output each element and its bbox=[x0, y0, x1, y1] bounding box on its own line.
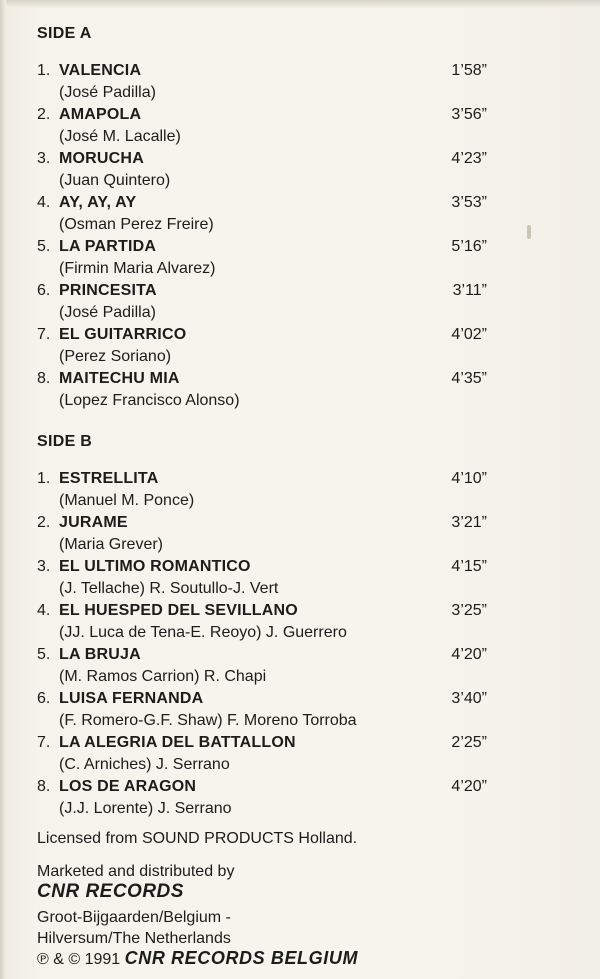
track-number: 8. bbox=[37, 778, 51, 795]
side-a-heading: SIDE A bbox=[37, 25, 92, 42]
track-composer: (Osman Perez Freire) bbox=[59, 216, 214, 233]
track-line bbox=[37, 148, 507, 170]
track-item bbox=[37, 60, 507, 104]
track-composer: (Manuel M. Ponce) bbox=[59, 492, 195, 509]
track-duration: 4’10” bbox=[451, 470, 487, 487]
track-title: EL HUESPED DEL SEVILLANO bbox=[59, 602, 298, 619]
track-composer: (M. Ramos Carrion) R. Chapi bbox=[59, 668, 267, 685]
track-title: AY, AY, AY bbox=[59, 194, 137, 211]
track-title: LUISA FERNANDA bbox=[59, 690, 204, 707]
track-title: JURAME bbox=[59, 514, 128, 531]
track-composer: (C. Arniches) J. Serrano bbox=[59, 756, 230, 773]
track-line bbox=[37, 324, 507, 346]
track-item bbox=[37, 776, 507, 820]
track-duration: 3’56” bbox=[451, 106, 487, 123]
track-duration: 4’20” bbox=[451, 778, 487, 795]
track-line bbox=[37, 192, 507, 214]
track-duration: 4’35” bbox=[451, 370, 487, 387]
track-item bbox=[37, 688, 507, 732]
cnr-records-belgium-logo: CNR RECORDS BELGIUM bbox=[124, 948, 359, 968]
track-composer: (J.J. Lorente) J. Serrano bbox=[59, 800, 232, 817]
track-line bbox=[37, 512, 507, 534]
track-duration: 3’53” bbox=[451, 194, 487, 211]
track-duration: 4’20” bbox=[451, 646, 487, 663]
track-duration: 4’15” bbox=[451, 558, 487, 575]
track-number: 1. bbox=[37, 62, 51, 79]
track-item bbox=[37, 148, 507, 192]
track-item bbox=[37, 324, 507, 368]
track-duration: 2’25” bbox=[451, 734, 487, 751]
track-line bbox=[37, 732, 507, 754]
track-duration: 4’02” bbox=[451, 326, 487, 343]
track-title: MORUCHA bbox=[59, 150, 144, 167]
track-line bbox=[37, 104, 507, 126]
track-duration: 4’23” bbox=[451, 150, 487, 167]
track-title: MAITECHU MIA bbox=[59, 370, 180, 387]
track-title: LA ALEGRIA DEL BATTALLON bbox=[59, 734, 296, 751]
license-text: Licensed from SOUND PRODUCTS Holland. bbox=[37, 830, 358, 847]
track-composer: (JJ. Luca de Tena-E. Reoyo) J. Guerrero bbox=[59, 624, 347, 641]
track-duration: 3’25” bbox=[451, 602, 487, 619]
track-title: LA BRUJA bbox=[59, 646, 141, 663]
track-composer: (José Padilla) bbox=[59, 84, 156, 101]
track-number: 2. bbox=[37, 106, 51, 123]
track-line bbox=[37, 776, 507, 798]
paper-speck bbox=[527, 225, 531, 239]
track-duration: 3’40” bbox=[451, 690, 487, 707]
track-title: LA PARTIDA bbox=[59, 238, 157, 255]
track-number: 4. bbox=[37, 194, 51, 211]
track-number: 8. bbox=[37, 370, 51, 387]
card-left-edge bbox=[0, 0, 6, 979]
track-item bbox=[37, 236, 507, 280]
track-number: 7. bbox=[37, 326, 51, 343]
track-line bbox=[37, 556, 507, 578]
track-item bbox=[37, 468, 507, 512]
track-line bbox=[37, 600, 507, 622]
marketed-text: Marketed and distributed by bbox=[37, 863, 235, 880]
track-duration: 3’21” bbox=[451, 514, 487, 531]
track-item bbox=[37, 368, 507, 412]
track-composer: (Firmin Maria Alvarez) bbox=[59, 260, 216, 277]
copyright-line bbox=[37, 948, 358, 970]
track-number: 3. bbox=[37, 558, 51, 575]
track-number: 1. bbox=[37, 470, 51, 487]
track-line bbox=[37, 688, 507, 710]
track-duration: 3’11” bbox=[452, 282, 487, 299]
track-number: 3. bbox=[37, 150, 51, 167]
track-line bbox=[37, 368, 507, 390]
track-item bbox=[37, 600, 507, 644]
track-composer: (José M. Lacalle) bbox=[59, 128, 181, 145]
track-composer: (J. Tellache) R. Soutullo-J. Vert bbox=[59, 580, 279, 597]
track-title: EL GUITARRICO bbox=[59, 326, 187, 343]
track-item bbox=[37, 732, 507, 776]
track-title: AMAPOLA bbox=[59, 106, 142, 123]
track-item bbox=[37, 512, 507, 556]
track-item bbox=[37, 644, 507, 688]
cnr-records-logo: CNR RECORDS bbox=[37, 881, 184, 902]
track-number: 2. bbox=[37, 514, 51, 531]
track-number: 6. bbox=[37, 282, 51, 299]
track-title: PRINCESITA bbox=[59, 282, 157, 299]
track-composer: (Juan Quintero) bbox=[59, 172, 171, 189]
side-b-heading: SIDE B bbox=[37, 433, 93, 450]
address-line-1: Groot-Bijgaarden/Belgium - bbox=[37, 909, 231, 926]
track-number: 4. bbox=[37, 602, 51, 619]
track-title: EL ULTIMO ROMANTICO bbox=[59, 558, 251, 575]
track-line bbox=[37, 644, 507, 666]
track-composer: (Maria Grever) bbox=[59, 536, 164, 553]
track-title: LOS DE ARAGON bbox=[59, 778, 197, 795]
track-line bbox=[37, 60, 507, 82]
track-composer: (Perez Soriano) bbox=[59, 348, 172, 365]
track-line bbox=[37, 468, 507, 490]
track-line bbox=[37, 280, 507, 302]
card-top-edge bbox=[0, 0, 600, 8]
track-composer: (F. Romero-G.F. Shaw) F. Moreno Torroba bbox=[59, 712, 357, 729]
track-item bbox=[37, 192, 507, 236]
track-number: 6. bbox=[37, 690, 51, 707]
track-composer: (Lopez Francisco Alonso) bbox=[59, 392, 240, 409]
track-item bbox=[37, 556, 507, 600]
track-number: 5. bbox=[37, 646, 51, 663]
track-number: 7. bbox=[37, 734, 51, 751]
track-number: 5. bbox=[37, 238, 51, 255]
copyright-symbols: ℗ & © 1991 bbox=[37, 951, 121, 968]
track-title: ESTRELLITA bbox=[59, 470, 159, 487]
track-item bbox=[37, 280, 507, 324]
track-line bbox=[37, 236, 507, 258]
track-composer: (José Padilla) bbox=[59, 304, 156, 321]
track-duration: 5’16” bbox=[451, 238, 487, 255]
track-title: VALENCIA bbox=[59, 62, 142, 79]
track-item bbox=[37, 104, 507, 148]
track-duration: 1’58” bbox=[451, 62, 487, 79]
address-line-2: Hilversum/The Netherlands bbox=[37, 930, 231, 947]
